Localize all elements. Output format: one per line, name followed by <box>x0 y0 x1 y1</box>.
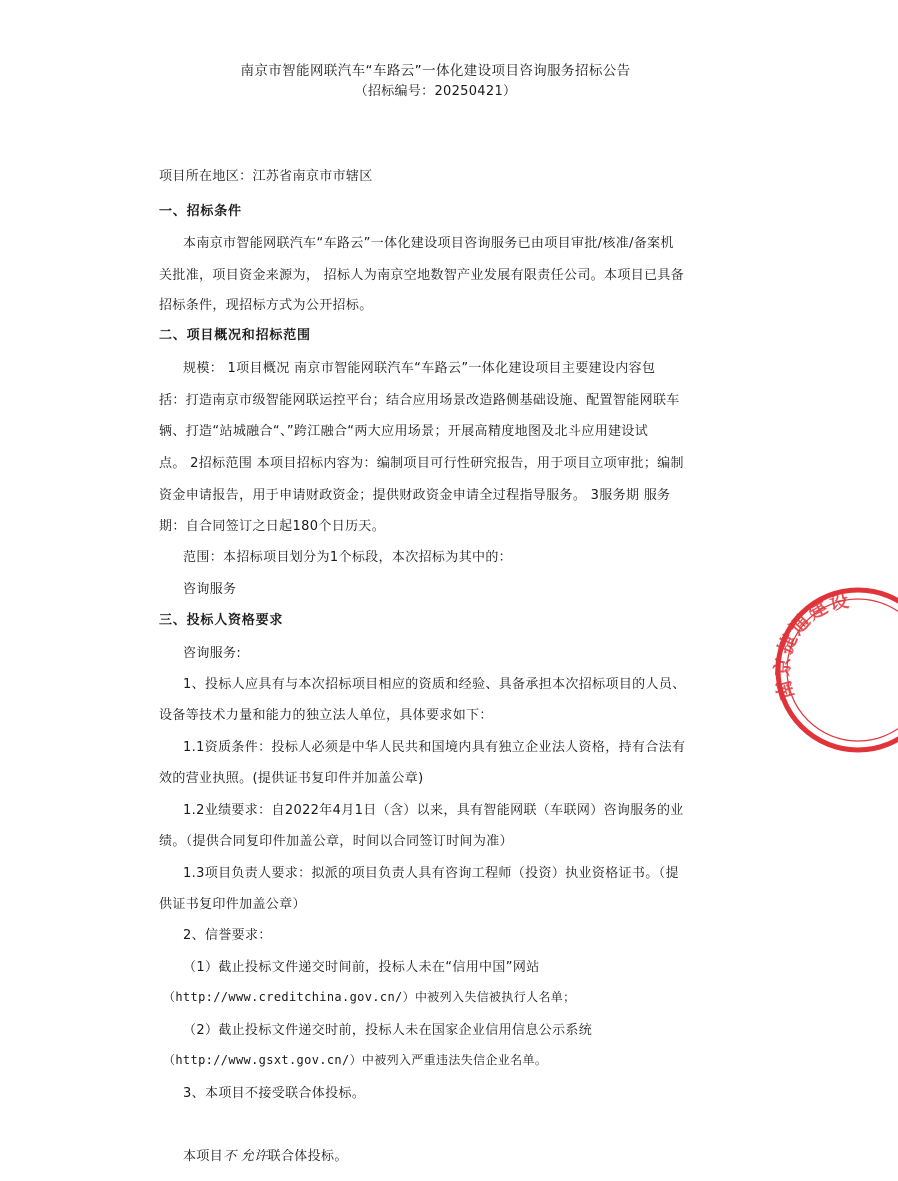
paragraph-line: 供证书复印件加盖公章） <box>159 897 306 912</box>
section-3-heading: 三、投标人资格要求 <box>159 613 284 628</box>
paragraph-line: 关批准，项目资金来源为， 招标人为南京空地数智产业发展有限责任公司。本项目已具备 <box>159 268 685 283</box>
scope-line: 范围：本招标项目划分为1个标段，本次招标为其中的： <box>183 550 513 565</box>
paragraph-line: 期：自合同签订之日起180个日历天。 <box>159 519 386 534</box>
paragraph-line: 资金申请报告，用于申请财政资金；提供财政资金申请全过程指导服务。 3服务期 服务 <box>159 488 671 503</box>
paragraph-line: 点。 2招标范围 本项目招标内容为：编制项目可行性研究报告，用于项目立项审批；编制 <box>159 456 684 471</box>
paragraph-line: 效的营业执照。(提供证书复印件并加盖公章) <box>159 771 424 786</box>
paragraph-line: 规模： 1项目概况 南京市智能网联汽车“车路云”一体化建设项目主要建设内容包 <box>183 361 656 376</box>
credit-item-2-url: （http://www.gsxt.gov.cn/）中被列入严重违法失信企业名单。 <box>163 1053 548 1067</box>
paragraph-line: 1.2业绩要求：自2022年4月1日（含）以来，具有智能网联（车联网）咨询服务的业 <box>183 803 684 818</box>
tender-number: （招标编号：20250421） <box>354 84 517 99</box>
paragraph-line: 括：打造南京市级智能网联运控平台；结合应用场景改造路侧基础设施、配置智能网联车 <box>159 393 680 408</box>
consortium-suffix: 联合体投标。 <box>267 1149 348 1164</box>
credit-requirement-heading: 2、信誉要求： <box>183 928 272 943</box>
document-title: 南京市智能网联汽车“车路云”一体化建设项目咨询服务招标公告 <box>240 63 631 79</box>
credit-item-1: （1）截止投标文件递交时间前，投标人未在“信用中国”网站 <box>183 960 540 975</box>
credit-item-1-url: （http://www.creditchina.gov.cn/）中被列入失信被执行人名单； <box>163 990 576 1004</box>
paragraph-line: 1.3项目负责人要求：拟派的项目负责人具有咨询工程师（投资）执业资格证书。（提 <box>183 866 679 881</box>
consortium-requirement: 3、本项目不接受联合体投标。 <box>183 1086 366 1101</box>
consortium-statement <box>183 1145 348 1164</box>
section-2-heading: 二、项目概况和招标范围 <box>159 328 311 343</box>
company-seal-stamp <box>768 580 898 760</box>
paragraph-line: 辆、打造“站城融合“、”跨江融合“两大应用场景；开展高精度地图及北斗应用建设试 <box>159 424 649 439</box>
paragraph-line: 1、投标人应具有与本次招标项目相应的资质和经验、具备承担本次招标项目的人员、 <box>183 677 686 692</box>
consortium-prefix: 本项目 <box>183 1149 224 1164</box>
service-intro: 咨询服务: <box>183 646 242 661</box>
credit-item-2: （2）截止投标文件递交时前，投标人未在国家企业信用信息公示系统 <box>183 1023 593 1038</box>
paragraph-line: 绩。（提供合同复印件加盖公章，时间以合同签订时间为准） <box>159 834 513 849</box>
paragraph-line: 1.1资质条件：投标人必须是中华人民共和国境内具有独立企业法人资格，持有合法有 <box>183 740 686 755</box>
service-type: 咨询服务 <box>183 582 237 597</box>
paragraph-line: 设备等技术力量和能力的独立法人单位，具体要求如下： <box>159 708 493 723</box>
svg-text:南京捷通建设: 南京捷通建设 <box>771 589 853 702</box>
section-1-heading: 一、招标条件 <box>159 204 242 219</box>
consortium-emphasis: 不 允许 <box>223 1149 268 1164</box>
project-location: 项目所在地区：江苏省南京市市辖区 <box>159 169 373 184</box>
paragraph-line: 本南京市智能网联汽车“车路云”一体化建设项目咨询服务已由项目审批/核准/备案机 <box>183 236 674 251</box>
paragraph-line: 招标条件，现招标方式为公开招标。 <box>159 298 373 313</box>
